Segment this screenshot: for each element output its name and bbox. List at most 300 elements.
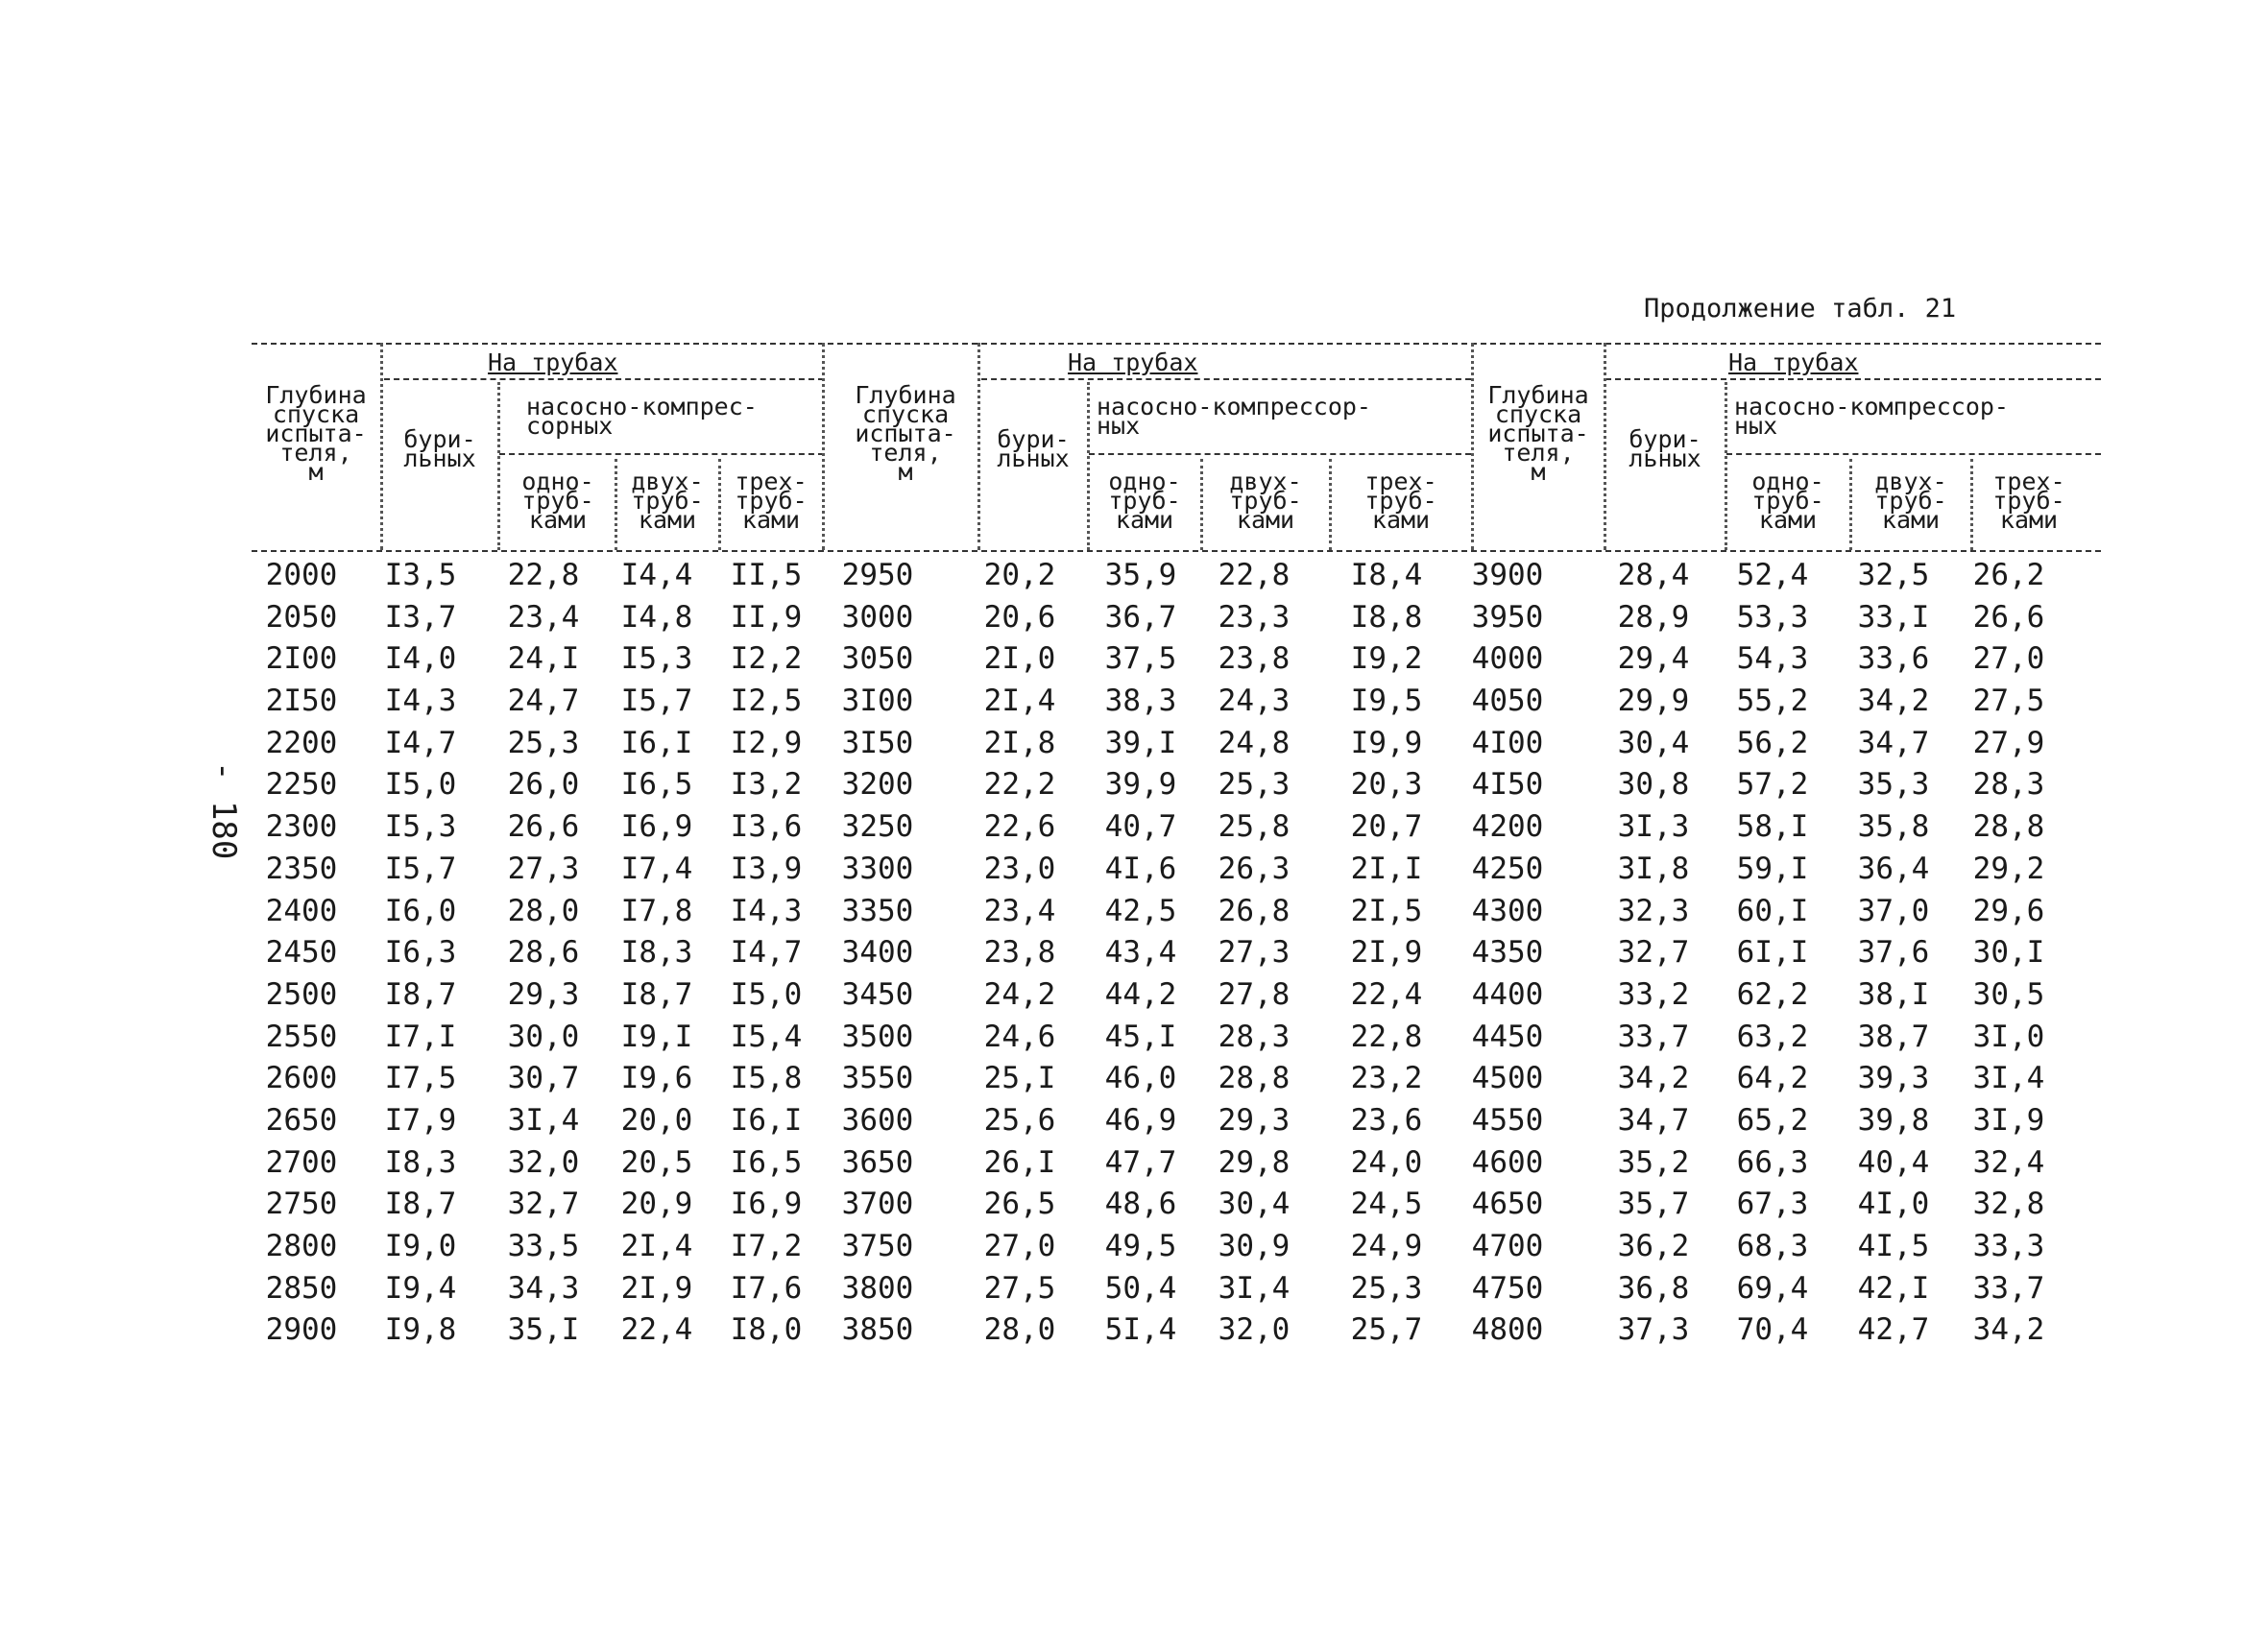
table-cell: I2,5 <box>730 684 803 719</box>
table-cell: 2I,0 <box>983 641 1056 677</box>
table-cell: 2950 <box>841 558 914 592</box>
table-cell: I8,8 <box>1350 599 1423 635</box>
table-cell: 24,0 <box>1350 1144 1423 1180</box>
table-cell: 35,2 <box>1617 1144 1690 1180</box>
header-three-pipe: трех- труб- ками <box>1364 468 1437 534</box>
table-cell: 3000 <box>841 599 914 635</box>
header-two-pipe: двух- труб- ками <box>1874 468 1947 534</box>
table-cell: 49,5 <box>1104 1229 1177 1263</box>
table-cell: 4I,0 <box>1857 1187 1930 1222</box>
table-cell: 3I,4 <box>507 1102 580 1138</box>
table-row <box>242 1100 2086 1142</box>
table-cell: 22,4 <box>620 1312 693 1348</box>
table-cell: 3450 <box>841 976 914 1012</box>
table-cell: I9,I <box>620 1019 693 1054</box>
table-cell: I4,4 <box>620 558 693 592</box>
table-cell: I7,8 <box>620 893 693 928</box>
table-cell: 43,4 <box>1104 935 1177 971</box>
table-cell: 33,7 <box>1972 1270 2045 1306</box>
table-cell: 35,I <box>507 1312 580 1348</box>
table-cell: 29,6 <box>1972 893 2045 928</box>
table-row <box>242 597 2086 639</box>
table-cell: 28,3 <box>1218 1019 1291 1054</box>
table-cell: 29,2 <box>1972 851 2045 886</box>
table-cell: 46,9 <box>1104 1102 1177 1138</box>
table-cell: 2I,9 <box>1350 935 1423 971</box>
table-cell: 27,5 <box>1972 684 2045 719</box>
table-cell: 3900 <box>1471 558 1544 592</box>
table-cell: I3,5 <box>384 558 457 592</box>
table-cell: 38,7 <box>1857 1019 1930 1054</box>
table-cell: I5,4 <box>730 1019 803 1054</box>
table-row <box>242 806 2086 849</box>
table-cell: 4400 <box>1471 976 1544 1012</box>
table-cell: 2I50 <box>265 684 338 719</box>
table-cell: 35,7 <box>1617 1187 1690 1222</box>
table-cell: 4050 <box>1471 684 1544 719</box>
table-cell: 2I,8 <box>983 725 1056 760</box>
table-cell: 3I00 <box>841 684 914 719</box>
group-rule-3 <box>1605 378 2101 380</box>
table-cell: 3300 <box>841 851 914 886</box>
table-cell: 33,6 <box>1857 641 1930 677</box>
table-cell: I8,7 <box>384 1187 457 1222</box>
table-cell: 3I,9 <box>1972 1102 2045 1138</box>
table-cell: 38,I <box>1857 976 1930 1012</box>
table-cell: 26,8 <box>1218 893 1291 928</box>
table-cell: 3I,4 <box>1218 1270 1291 1306</box>
table-cell: 26,5 <box>983 1187 1056 1222</box>
table-cell: 23,3 <box>1218 599 1291 635</box>
table-cell: 34,2 <box>1857 684 1930 719</box>
table-cell: 28,8 <box>1972 809 2045 845</box>
table-cell: 22,6 <box>983 809 1056 845</box>
table-cell: 36,2 <box>1617 1229 1690 1263</box>
table-cell: 58,I <box>1736 809 1809 845</box>
table-cell: 37,5 <box>1104 641 1177 677</box>
table-cell: 2450 <box>265 935 338 971</box>
table-cell: 3200 <box>841 767 914 803</box>
table-cell: 4350 <box>1471 935 1544 971</box>
table-cell: 20,2 <box>983 558 1056 592</box>
table-cell: 47,7 <box>1104 1144 1177 1180</box>
table-cell: 2500 <box>265 976 338 1012</box>
table-cell: 30,4 <box>1617 725 1690 760</box>
table-cell: I7,4 <box>620 851 693 886</box>
table-cell: 3I50 <box>841 725 914 760</box>
table-cell: 2400 <box>265 893 338 928</box>
table-cell: 26,6 <box>507 809 580 845</box>
table-cell: 6I,I <box>1736 935 1809 971</box>
table-cell: 53,3 <box>1736 599 1809 635</box>
table-cell: 25,3 <box>1350 1270 1423 1306</box>
table-row <box>242 681 2086 723</box>
table-cell: 42,I <box>1857 1270 1930 1306</box>
table-cell: I6,I <box>730 1102 803 1138</box>
table-cell: 28,8 <box>1218 1061 1291 1096</box>
table-cell: 32,4 <box>1972 1144 2045 1180</box>
table-body <box>242 555 2086 1352</box>
group-rule-1 <box>384 378 824 380</box>
table-cell: 25,8 <box>1218 809 1291 845</box>
table-cell: I5,0 <box>730 976 803 1012</box>
table-cell: 27,5 <box>983 1270 1056 1306</box>
table-cell: 4I,5 <box>1857 1229 1930 1263</box>
table-cell: 2I,4 <box>983 684 1056 719</box>
table-cell: 2650 <box>265 1102 338 1138</box>
table-cell: 36,7 <box>1104 599 1177 635</box>
table-cell: 4I50 <box>1471 767 1544 803</box>
table-cell: 4600 <box>1471 1144 1544 1180</box>
table-cell: 2550 <box>265 1019 338 1054</box>
table-cell: 34,3 <box>507 1270 580 1306</box>
table-cell: 56,2 <box>1736 725 1809 760</box>
col-sep <box>497 382 500 550</box>
table-cell: 25,6 <box>983 1102 1056 1138</box>
table-cell: 24,5 <box>1350 1187 1423 1222</box>
table-cell: 39,I <box>1104 725 1177 760</box>
table-cell: 40,4 <box>1857 1144 1930 1180</box>
table-cell: 37,6 <box>1857 935 1930 971</box>
table-cell: I4,7 <box>730 935 803 971</box>
table-cell: 30,0 <box>507 1019 580 1054</box>
table-cell: I9,8 <box>384 1312 457 1348</box>
table-row <box>242 723 2086 765</box>
table-cell: 3800 <box>841 1270 914 1306</box>
table-cell: 3400 <box>841 935 914 971</box>
table-cell: 55,2 <box>1736 684 1809 719</box>
table-cell: I9,4 <box>384 1270 457 1306</box>
table-cell: 20,6 <box>983 599 1056 635</box>
table-cell: 22,8 <box>507 558 580 592</box>
header-on-pipes: На трубах <box>1068 348 1198 376</box>
table-cell: 30,7 <box>507 1061 580 1096</box>
table-cell: 34,7 <box>1617 1102 1690 1138</box>
table-cell: 2900 <box>265 1312 338 1348</box>
table-cell: 30,8 <box>1617 767 1690 803</box>
table-cell: I9,9 <box>1350 725 1423 760</box>
table-cell: 42,7 <box>1857 1312 1930 1348</box>
table-cell: 60,I <box>1736 893 1809 928</box>
table-cell: 2I,I <box>1350 851 1423 886</box>
table-cell: 39,9 <box>1104 767 1177 803</box>
table-cell: 2250 <box>265 767 338 803</box>
table-cell: 24,I <box>507 641 580 677</box>
table-cell: 26,3 <box>1218 851 1291 886</box>
table-cell: 26,2 <box>1972 558 2045 592</box>
table-row <box>242 849 2086 891</box>
table-cell: 3350 <box>841 893 914 928</box>
table-cell: 4000 <box>1471 641 1544 677</box>
table-cell: 25,3 <box>507 725 580 760</box>
table-cell: I9,2 <box>1350 641 1423 677</box>
table-cell: 27,0 <box>983 1229 1056 1263</box>
table-cell: 23,6 <box>1350 1102 1423 1138</box>
table-cell: 32,0 <box>1218 1312 1291 1348</box>
table-cell: 69,4 <box>1736 1270 1809 1306</box>
table-cell: 4550 <box>1471 1102 1544 1138</box>
col-sep <box>822 343 825 550</box>
table-cell: 20,9 <box>620 1187 693 1222</box>
table-cell: 24,7 <box>507 684 580 719</box>
table-cell: 4500 <box>1471 1061 1544 1096</box>
table-cell: 3I,8 <box>1617 851 1690 886</box>
table-cell: 4200 <box>1471 809 1544 845</box>
table-cell: 30,I <box>1972 935 2045 971</box>
table-row <box>242 638 2086 681</box>
table-cell: I5,3 <box>384 809 457 845</box>
table-cell: 32,5 <box>1857 558 1930 592</box>
table-cell: 4750 <box>1471 1270 1544 1306</box>
table-cell: 45,I <box>1104 1019 1177 1054</box>
table-row <box>242 1142 2086 1185</box>
table-cell: I6,3 <box>384 935 457 971</box>
table-cell: 3700 <box>841 1187 914 1222</box>
table-cell: 23,8 <box>1218 641 1291 677</box>
table-cell: 23,8 <box>983 935 1056 971</box>
table-cell: 4I00 <box>1471 725 1544 760</box>
table-cell: I5,3 <box>620 641 693 677</box>
table-cell: 64,2 <box>1736 1061 1809 1096</box>
table-cell: 23,4 <box>983 893 1056 928</box>
group-rule-2 <box>981 378 1471 380</box>
table-cell: 5I,4 <box>1104 1312 1177 1348</box>
table-cell: 28,3 <box>1972 767 2045 803</box>
table-cell: 3850 <box>841 1312 914 1348</box>
header-drill: бури- льных <box>997 425 1070 472</box>
table-cell: I5,7 <box>384 851 457 886</box>
table-cell: 46,0 <box>1104 1061 1177 1096</box>
table-cell: 27,9 <box>1972 725 2045 760</box>
table-cell: I6,0 <box>384 893 457 928</box>
table-cell: 65,2 <box>1736 1102 1809 1138</box>
table-cell: 33,3 <box>1972 1229 2045 1263</box>
header-drill: бури- льных <box>403 425 476 472</box>
header-depth: Глубина спуска испыта- теля, м <box>1487 381 1589 486</box>
table-cell: 32,7 <box>1617 935 1690 971</box>
table-cell: 29,9 <box>1617 684 1690 719</box>
header-on-pipes: На трубах <box>488 348 618 376</box>
table-cell: 2I,9 <box>620 1270 693 1306</box>
table-cell: 35,9 <box>1104 558 1177 592</box>
table-cell: 3550 <box>841 1061 914 1096</box>
table-cell: 2000 <box>265 558 338 592</box>
table-cell: 2800 <box>265 1229 338 1263</box>
table-cell: 38,3 <box>1104 684 1177 719</box>
table-cell: 54,3 <box>1736 641 1809 677</box>
table-cell: I8,7 <box>384 976 457 1012</box>
table-cell: 4I,6 <box>1104 851 1177 886</box>
table-cell: I7,I <box>384 1019 457 1054</box>
table-cell: 23,0 <box>983 851 1056 886</box>
table-cell: 2700 <box>265 1144 338 1180</box>
table-row <box>242 1226 2086 1268</box>
table-cell: 29,4 <box>1617 641 1690 677</box>
table-cell: 27,0 <box>1972 641 2045 677</box>
table-cell: 28,0 <box>983 1312 1056 1348</box>
table-cell: I7,9 <box>384 1102 457 1138</box>
table-cell: 29,8 <box>1218 1144 1291 1180</box>
table-cell: 48,6 <box>1104 1187 1177 1222</box>
table-cell: 32,8 <box>1972 1187 2045 1222</box>
table-cell: I8,4 <box>1350 558 1423 592</box>
table-cell: 24,3 <box>1218 684 1291 719</box>
table-cell: 3I,0 <box>1972 1019 2045 1054</box>
header-two-pipe: двух- труб- ками <box>1229 468 1302 534</box>
header-on-pipes: На трубах <box>1728 348 1859 376</box>
table-cell: I4,3 <box>730 893 803 928</box>
table-cell: 22,8 <box>1350 1019 1423 1054</box>
table-cell: I4,0 <box>384 641 457 677</box>
table-row <box>242 1058 2086 1100</box>
table-cell: 37,0 <box>1857 893 1930 928</box>
header-top-rule <box>252 343 2101 345</box>
table-cell: 34,2 <box>1617 1061 1690 1096</box>
table-row <box>242 974 2086 1017</box>
header-nkt: насосно-компрессор- ных <box>1097 393 1371 440</box>
table-cell: 2300 <box>265 809 338 845</box>
table-row <box>242 555 2086 597</box>
table-cell: 39,3 <box>1857 1061 1930 1096</box>
table-cell: 22,4 <box>1350 976 1423 1012</box>
table-cell: I3,6 <box>730 809 803 845</box>
table-cell: 4250 <box>1471 851 1544 886</box>
table-row <box>242 1017 2086 1059</box>
header-bottom-rule <box>252 550 2101 552</box>
table-cell: 20,5 <box>620 1144 693 1180</box>
table-cell: I6,5 <box>620 767 693 803</box>
table-cell: 25,I <box>983 1061 1056 1096</box>
table-cell: 32,3 <box>1617 893 1690 928</box>
table-row <box>242 764 2086 806</box>
table-cell: 4650 <box>1471 1187 1544 1222</box>
table-cell: 23,4 <box>507 599 580 635</box>
table-cell: I4,7 <box>384 725 457 760</box>
table-cell: 32,0 <box>507 1144 580 1180</box>
table-caption: Продолжение табл. 21 <box>1644 294 1957 324</box>
table-cell: 29,3 <box>507 976 580 1012</box>
table-cell: I7,5 <box>384 1061 457 1096</box>
table-cell: 2I00 <box>265 641 338 677</box>
table-cell: 40,7 <box>1104 809 1177 845</box>
table-cell: I9,5 <box>1350 684 1423 719</box>
table-cell: 70,4 <box>1736 1312 1809 1348</box>
table-cell: I8,7 <box>620 976 693 1012</box>
table-cell: 24,9 <box>1350 1229 1423 1263</box>
group-rule-2b <box>1089 453 1471 455</box>
table-cell: 26,I <box>983 1144 1056 1180</box>
header-nkt: насосно-компрессор- ных <box>1734 393 2009 440</box>
table-row <box>242 1309 2086 1352</box>
table-cell: 3250 <box>841 809 914 845</box>
page-number: - 180 <box>205 761 243 860</box>
table-cell: 50,4 <box>1104 1270 1177 1306</box>
table-cell: I9,0 <box>384 1229 457 1263</box>
table-cell: II,5 <box>730 558 803 592</box>
header-depth: Глубина спуска испыта- теля, м <box>265 381 367 486</box>
table-cell: 28,4 <box>1617 558 1690 592</box>
table-cell: I6,9 <box>730 1187 803 1222</box>
table-cell: 25,7 <box>1350 1312 1423 1348</box>
header-drill: бури- льных <box>1629 425 1701 472</box>
group-rule-1b <box>499 453 824 455</box>
table-cell: 33,7 <box>1617 1019 1690 1054</box>
table-cell: I8,3 <box>384 1144 457 1180</box>
table-cell: 26,6 <box>1972 599 2045 635</box>
table-cell: 25,3 <box>1218 767 1291 803</box>
table-cell: I2,9 <box>730 725 803 760</box>
table-cell: 28,6 <box>507 935 580 971</box>
table-cell: 36,8 <box>1617 1270 1690 1306</box>
table-cell: 27,3 <box>1218 935 1291 971</box>
table-cell: 2I,4 <box>620 1229 693 1263</box>
table-cell: 57,2 <box>1736 767 1809 803</box>
table-cell: 33,2 <box>1617 976 1690 1012</box>
table-cell: 30,9 <box>1218 1229 1291 1263</box>
table-cell: 2750 <box>265 1187 338 1222</box>
table-row <box>242 1184 2086 1226</box>
table-cell: 42,5 <box>1104 893 1177 928</box>
table-cell: 68,3 <box>1736 1229 1809 1263</box>
table-cell: I3,7 <box>384 599 457 635</box>
table-cell: 36,4 <box>1857 851 1930 886</box>
table-cell: 67,3 <box>1736 1187 1809 1222</box>
table-cell: 24,8 <box>1218 725 1291 760</box>
table-cell: 2850 <box>265 1270 338 1306</box>
header-two-pipe: двух- труб- ками <box>631 468 704 534</box>
table-cell: 2350 <box>265 851 338 886</box>
table-cell: I7,6 <box>730 1270 803 1306</box>
table-cell: I8,3 <box>620 935 693 971</box>
table-cell: I7,2 <box>730 1229 803 1263</box>
table-cell: 30,4 <box>1218 1187 1291 1222</box>
table-cell: 26,0 <box>507 767 580 803</box>
table-cell: 62,2 <box>1736 976 1809 1012</box>
header-depth: Глубина спуска испыта- теля, м <box>855 381 956 486</box>
header-nkt: насосно-компрес- сорных <box>526 393 758 440</box>
table-cell: I8,0 <box>730 1312 803 1348</box>
header-three-pipe: трех- труб- ками <box>1992 468 2065 534</box>
table-cell: 35,3 <box>1857 767 1930 803</box>
table-cell: 3600 <box>841 1102 914 1138</box>
table-cell: 33,5 <box>507 1229 580 1263</box>
table-cell: 3500 <box>841 1019 914 1054</box>
table-cell: I3,9 <box>730 851 803 886</box>
table-cell: 24,2 <box>983 976 1056 1012</box>
table-cell: 35,8 <box>1857 809 1930 845</box>
table-cell: 4700 <box>1471 1229 1544 1263</box>
table-cell: 20,7 <box>1350 809 1423 845</box>
table-cell: 3050 <box>841 641 914 677</box>
table-cell: II,9 <box>730 599 803 635</box>
table-cell: 3650 <box>841 1144 914 1180</box>
table-cell: 4800 <box>1471 1312 1544 1348</box>
table-cell: I3,2 <box>730 767 803 803</box>
table-cell: 28,0 <box>507 893 580 928</box>
table-cell: 3I,4 <box>1972 1061 2045 1096</box>
table-cell: 63,2 <box>1736 1019 1809 1054</box>
table-cell: 3750 <box>841 1229 914 1263</box>
table-cell: I5,0 <box>384 767 457 803</box>
table-cell: I5,8 <box>730 1061 803 1096</box>
table-row <box>242 932 2086 974</box>
table-cell: 32,7 <box>507 1187 580 1222</box>
table-cell: I2,2 <box>730 641 803 677</box>
table-cell: 44,2 <box>1104 976 1177 1012</box>
table-cell: 2I,5 <box>1350 893 1423 928</box>
table-cell: 4300 <box>1471 893 1544 928</box>
table-cell: 34,2 <box>1972 1312 2045 1348</box>
